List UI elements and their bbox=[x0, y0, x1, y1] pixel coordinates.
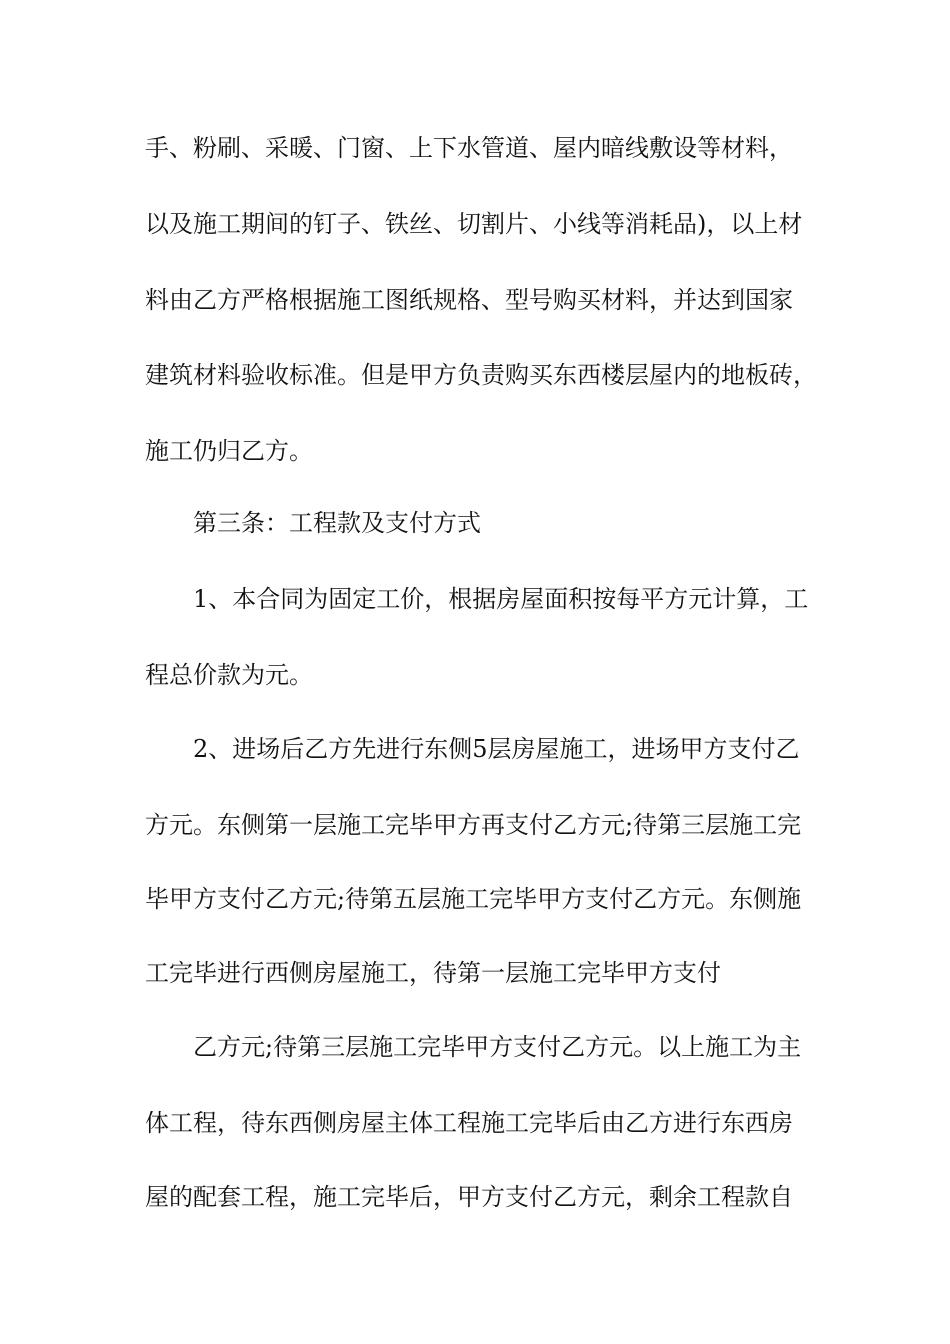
text-line: 以及施工期间的钉子、铁丝、切割片、小线等消耗品)，以上材 bbox=[145, 210, 803, 238]
text-line: 1、本合同为固定工价，根据房屋面积按每平方元计算，工 bbox=[193, 585, 809, 613]
text-line: 手、粉刷、采暖、门窗、上下水管道、屋内暗线敷设等材料， bbox=[145, 134, 793, 162]
text-line: 毕甲方支付乙方元;待第五层施工完毕甲方支付乙方元。东侧施 bbox=[145, 885, 802, 913]
text-line: 程总价款为元。 bbox=[145, 661, 313, 689]
text-line: 工完毕进行西侧房屋施工，待第一层施工完毕甲方支付 bbox=[145, 959, 721, 987]
text-line: 料由乙方严格根据施工图纸规格、型号购买材料，并达到国家 bbox=[145, 286, 793, 314]
text-line: 施工仍归乙方。 bbox=[145, 437, 313, 465]
section-heading: 第三条：工程款及支付方式 bbox=[193, 509, 481, 537]
text-line: 乙方元;待第三层施工完毕甲方支付乙方元。以上施工为主 bbox=[193, 1033, 802, 1061]
text-line: 2、进场后乙方先进行东侧5层房屋施工，进场甲方支付乙 bbox=[193, 735, 800, 763]
text-line: 体工程，待东西侧房屋主体工程施工完毕后由乙方进行东西房 bbox=[145, 1109, 793, 1137]
text-line: 方元。东侧第一层施工完毕甲方再支付乙方元;待第三层施工完 bbox=[145, 811, 802, 839]
text-line: 屋的配套工程，施工完毕后，甲方支付乙方元，剩余工程款自 bbox=[145, 1183, 793, 1211]
text-line: 建筑材料验收标准。但是甲方负责购买东西楼层屋内的地板砖， bbox=[145, 361, 817, 389]
